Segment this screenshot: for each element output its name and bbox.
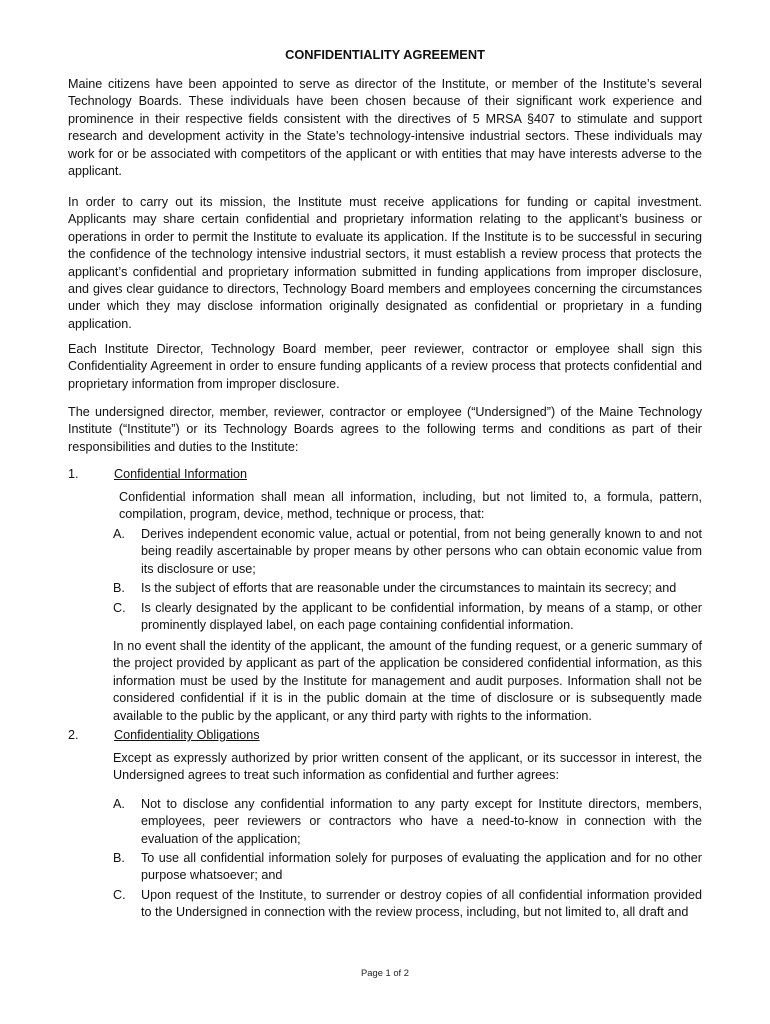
section-number: 1. [68, 467, 79, 481]
intro-paragraph: Maine citizens have been appointed to serve as director of the Institute, or member of the Institute’s several Technology Boards. These individuals have been chosen because of their significant work experience and prominence in their respective fields consistent with the directives of 5 MRSA §407 to stimulate and support research and development activity in the State’s technology-intensive industrial sectors. These individuals may work for or be associated with competitors of the applicant or with entities that may have interests adverse to the applicant. [68, 77, 702, 179]
intro-paragraph: In order to carry out its mission, the Institute must receive applications for funding or capital investment. Applicants may share certain confidential and proprietary information relating to the applicant’s business or operations in order to permit the Institute to evaluate its application. If the Institute is to be successful in securing the confidence of the technology intensive industrial sectors, it must establish a review process that protects the applicant’s confidential and proprietary information submitted in funding applications from improper disclosure, and gives clear guidance to directors, Technology Board members and employees concerning the circumstances under which they may disclose information originally designated as confidential or proprietary in a funding application. [68, 195, 702, 331]
list-item-text: To use all confidential information solely for purposes of evaluating the application and for no other purpose whatsoever; and [141, 851, 702, 883]
list-item-letter: C. [113, 601, 126, 615]
intro-paragraph: The undersigned director, member, reviewer, contractor or employee (“Undersigned”) of the Maine Technology Institute (“Institute”) or its Technology Boards agrees to the following terms and conditions as part of their responsibilities and duties to the Institute: [68, 405, 702, 454]
document-title: CONFIDENTIALITY AGREEMENT [285, 47, 485, 62]
page-number-footer: Page 1 of 2 [361, 967, 409, 978]
section-lead-paragraph: Confidential information shall mean all information, including, but not limited to, a formula, pattern, compilation, program, device, method, technique or process, that: [119, 490, 702, 522]
list-item-text: Is the subject of efforts that are reasonable under the circumstances to maintain its secrecy; and [141, 581, 677, 595]
section-lead-paragraph: Except as expressly authorized by prior written consent of the applicant, or its successor in interest, the Undersigned agrees to treat such information as confidential and further agrees: [113, 751, 702, 783]
list-item-text: Is clearly designated by the applicant to be confidential information, by means of a stamp, or other prominently displayed label, on each page containing confidential information. [141, 601, 702, 633]
section-title: Confidential Information [114, 467, 248, 481]
section-trailing-paragraph: In no event shall the identity of the applicant, the amount of the funding request, or a generic summary of the project provided by applicant as part of the application be considered confidential information, as this information must be used by the Institute for management and audit purposes. Information shall not be considered confidential if it is in the public domain at the time of disclosure or is subsequently made available to the public by the applicant, or any third party with rights to the information. [113, 639, 702, 723]
list-item-text: Derives independent economic value, actual or potential, from not being generally known to and not being readily ascertainable by proper means by other persons who can obtain economic value from its disclosure or use; [141, 527, 702, 576]
intro-paragraph: Each Institute Director, Technology Board member, peer reviewer, contractor or employee shall sign this Confidentiality Agreement in order to ensure funding applicants of a review process that protects confidential and proprietary information from improper disclosure. [68, 342, 702, 391]
list-item-text: Upon request of the Institute, to surrender or destroy copies of all confidential information provided to the Undersigned in connection with the review process, including, but not limited to, all draft and [141, 888, 702, 920]
section-title: Confidentiality Obligations [114, 728, 260, 742]
list-item-letter: B. [113, 581, 125, 595]
list-item-letter: C. [113, 888, 126, 902]
list-item-letter: A. [113, 527, 125, 541]
list-item-letter: B. [113, 851, 125, 865]
list-item-text: Not to disclose any confidential information to any party except for Institute directors, members, employees, peer reviewers or contractors who have a need-to-know in connection with the evaluation of the application; [141, 797, 702, 846]
section-number: 2. [68, 728, 79, 742]
list-item-letter: A. [113, 797, 125, 811]
